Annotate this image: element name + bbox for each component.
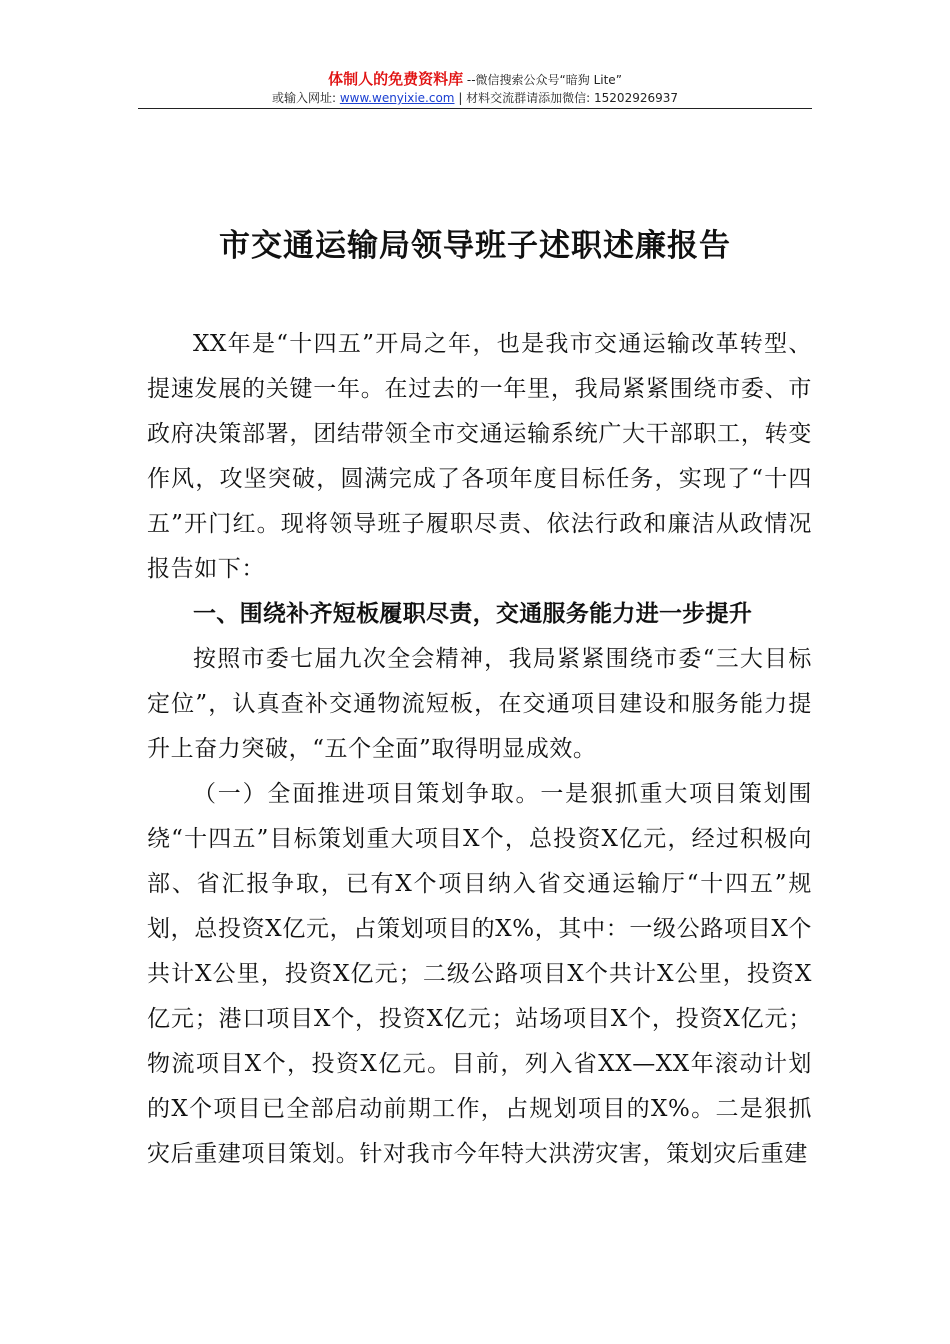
page-header [138, 70, 812, 107]
subsection-paragraph: （一）全面推进项目策划争取。一是狠抓重大项目策划围绕“十四五”目标策划重大项目X个，总投资X亿元，经过积极向部、省汇报争取，已有X个项目纳入省交通运输厅“十四五”规划，总投资X亿元，占策划项目的X%，其中：一级公路项目X个共计X公里，投资X亿元；二级公路项目X个共计X公里，投资X亿元；港口项目X个，投资X亿元；站场项目X个，投资X亿元；物流项目X个，投资X亿元。目前，列入省XX—XX年滚动计划的X个项目已全部启动前期工作，占规划项目的X%。二是狠抓灾后重建项目策划。针对我市今年特大洪涝灾害，策划灾后重建 [147, 781, 812, 1167]
url-prefix: 或输入网址: [271, 91, 340, 105]
section-paragraph: 按照市委七届九次全会精神，我局紧紧围绕市委“三大目标定位”，认真查补交通物流短板，在交通项目建设和服务能力提升上奋力突破，“五个全面”取得明显成效。 [147, 646, 812, 762]
document-body [147, 322, 812, 1177]
header-line-1 [138, 70, 812, 89]
brand-name: 体制人的免费资料库 [328, 70, 464, 88]
contact-text: | 材料交流群请添加微信: 15202926937 [454, 91, 679, 105]
document-title: 市交通运输局领导班子述职述廉报告 [219, 228, 731, 264]
header-line-2 [138, 90, 812, 107]
website-link[interactable]: www.wenyixie.com [339, 91, 455, 105]
header-tagline: --微信搜索公众号“暗狗 Lite” [463, 73, 622, 87]
header-divider [138, 108, 812, 109]
section-heading: 一、围绕补齐短板履职尽责，交通服务能力进一步提升 [193, 601, 753, 627]
intro-paragraph: XX年是“十四五”开局之年，也是我市交通运输改革转型、提速发展的关键一年。在过去的一年里，我局紧紧围绕市委、市政府决策部署，团结带领全市交通运输系统广大干部职工，转变作风，攻坚突破，圆满完成了各项年度目标任务，实现了“十四五”开门红。现将领导班子履职尽责、依法行政和廉洁从政情况报告如下： [147, 331, 812, 582]
